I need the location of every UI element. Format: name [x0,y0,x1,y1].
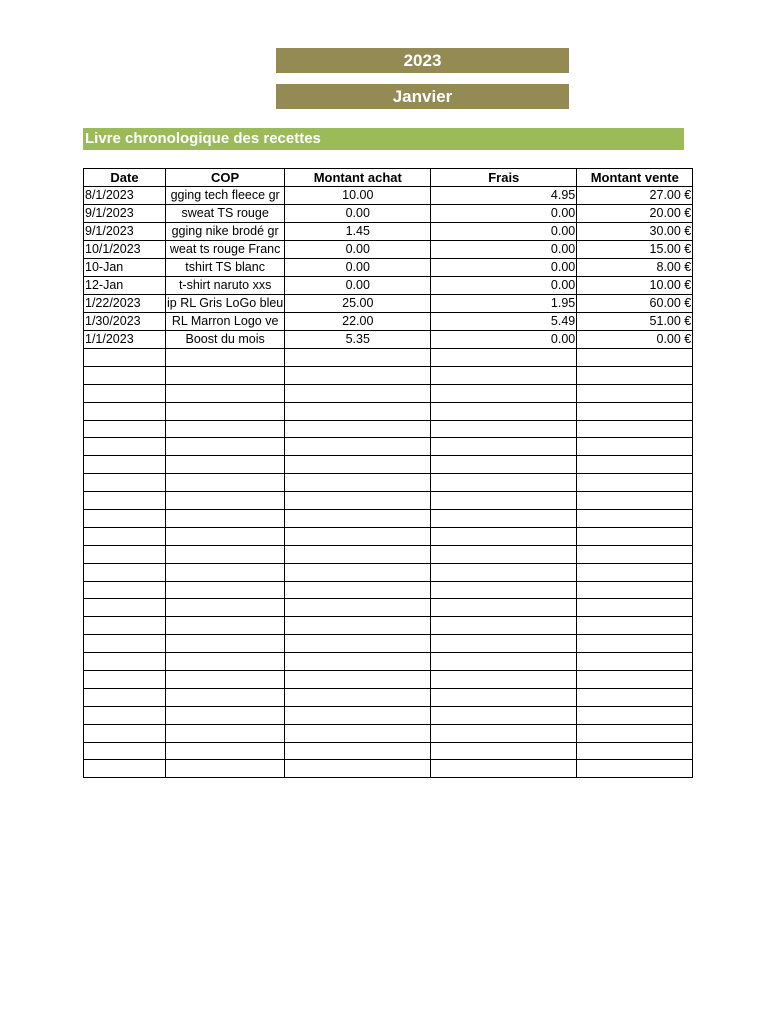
cell-frais[interactable] [431,456,577,474]
cell-montant-vente[interactable] [577,456,693,474]
cell-montant-achat[interactable] [285,384,431,402]
cell-frais[interactable] [431,438,577,456]
cell-montant-achat[interactable] [285,760,431,778]
table-row [84,349,693,367]
table-row [84,742,693,760]
table-row [84,527,693,545]
cell-frais[interactable]: 5.49 [431,313,577,331]
table-row [84,223,693,241]
cell-frais[interactable] [431,724,577,742]
cell-montant-achat[interactable] [285,581,431,599]
cell-montant-achat[interactable] [285,474,431,492]
table-row [84,241,693,259]
table-row [84,510,693,528]
cell-cop[interactable] [166,438,285,456]
cell-montant-achat[interactable] [285,688,431,706]
cell-frais[interactable] [431,349,577,367]
cell-date[interactable] [84,688,166,706]
cell-montant-vente[interactable] [577,420,693,438]
table-row [84,653,693,671]
cell-montant-achat[interactable] [285,527,431,545]
table-row [84,295,693,313]
receipts-table [83,168,693,778]
cell-date[interactable] [84,563,166,581]
cell-montant-vente[interactable]: 15.00 € [577,241,693,259]
cell-cop[interactable] [166,581,285,599]
cell-date[interactable] [84,456,166,474]
cell-cop[interactable]: sweat TS rouge [166,205,285,223]
cell-cop[interactable] [166,742,285,760]
cell-frais[interactable]: 0.00 [431,205,577,223]
table-row [84,474,693,492]
cell-montant-vente[interactable] [577,724,693,742]
cell-montant-vente[interactable]: 20.00 € [577,205,693,223]
cell-frais[interactable] [431,420,577,438]
cell-date[interactable] [84,366,166,384]
cell-montant-vente[interactable]: 8.00 € [577,259,693,277]
cell-montant-vente[interactable] [577,366,693,384]
column-header-cop: COP [166,169,285,187]
cell-date[interactable] [84,706,166,724]
table-row [84,671,693,689]
cell-date[interactable] [84,349,166,367]
cell-date[interactable] [84,545,166,563]
cell-cop[interactable] [166,617,285,635]
cell-date[interactable]: 9/1/2023 [84,223,166,241]
cell-montant-achat[interactable]: 5.35 [285,331,431,349]
cell-cop[interactable]: t-shirt naruto xxs [166,277,285,295]
cell-cop[interactable] [166,563,285,581]
cell-montant-vente[interactable] [577,563,693,581]
cell-frais[interactable] [431,742,577,760]
cell-montant-achat[interactable] [285,617,431,635]
table-row [84,688,693,706]
table-row [84,599,693,617]
table-row [84,617,693,635]
table-row [84,331,693,349]
table-row [84,205,693,223]
cell-cop[interactable] [166,366,285,384]
cell-montant-vente[interactable] [577,671,693,689]
cell-montant-vente[interactable] [577,599,693,617]
cell-montant-vente[interactable] [577,742,693,760]
cell-montant-achat[interactable]: 22.00 [285,313,431,331]
column-header-frais: Frais [431,169,577,187]
table-row [84,313,693,331]
table-row [84,563,693,581]
cell-cop[interactable] [166,384,285,402]
cell-date[interactable] [84,724,166,742]
cell-frais[interactable] [431,510,577,528]
cell-date[interactable] [84,474,166,492]
table-row [84,706,693,724]
year-banner: 2023 [276,48,569,73]
cell-montant-vente[interactable] [577,384,693,402]
cell-montant-achat[interactable] [285,402,431,420]
cell-frais[interactable] [431,599,577,617]
cell-cop[interactable] [166,402,285,420]
cell-date[interactable] [84,617,166,635]
cell-frais[interactable] [431,688,577,706]
cell-date[interactable]: 1/22/2023 [84,295,166,313]
cell-montant-achat[interactable] [285,635,431,653]
cell-cop[interactable] [166,724,285,742]
cell-cop[interactable]: RL Marron Logo ve [166,313,285,331]
cell-frais[interactable] [431,760,577,778]
cell-frais[interactable] [431,492,577,510]
cell-date[interactable] [84,420,166,438]
table-row [84,384,693,402]
cell-cop[interactable]: gging tech fleece gr [166,187,285,205]
cell-date[interactable] [84,760,166,778]
cell-cop[interactable] [166,456,285,474]
cell-frais[interactable]: 0.00 [431,241,577,259]
cell-montant-achat[interactable] [285,456,431,474]
cell-frais[interactable] [431,617,577,635]
cell-montant-achat[interactable] [285,599,431,617]
cell-cop[interactable]: Boost du mois [166,331,285,349]
cell-cop[interactable] [166,527,285,545]
cell-cop[interactable]: ip RL Gris LoGo bleu [166,295,285,313]
table-row [84,581,693,599]
column-header-date: Date [84,169,166,187]
cell-cop[interactable] [166,653,285,671]
cell-montant-vente[interactable]: 30.00 € [577,223,693,241]
cell-cop[interactable] [166,420,285,438]
cell-montant-achat[interactable] [285,420,431,438]
cell-montant-achat[interactable] [285,706,431,724]
cell-montant-vente[interactable] [577,474,693,492]
table-row [84,259,693,277]
cell-frais[interactable]: 0.00 [431,223,577,241]
cell-montant-achat[interactable] [285,742,431,760]
cell-montant-achat[interactable] [285,438,431,456]
section-title: Livre chronologique des recettes [83,128,684,150]
cell-frais[interactable] [431,366,577,384]
cell-montant-vente[interactable]: 60.00 € [577,295,693,313]
cell-frais[interactable] [431,635,577,653]
table-row [84,456,693,474]
cell-frais[interactable]: 1.95 [431,295,577,313]
cell-montant-vente[interactable] [577,688,693,706]
cell-cop[interactable] [166,492,285,510]
cell-date[interactable]: 1/30/2023 [84,313,166,331]
cell-montant-achat[interactable] [285,724,431,742]
cell-cop[interactable] [166,635,285,653]
cell-frais[interactable]: 0.00 [431,277,577,295]
cell-montant-achat[interactable] [285,545,431,563]
cell-cop[interactable] [166,760,285,778]
table-row [84,760,693,778]
cell-date[interactable]: 10/1/2023 [84,241,166,259]
cell-frais[interactable]: 0.00 [431,259,577,277]
column-header-montant-achat: Montant achat [285,169,431,187]
table-row [84,545,693,563]
cell-frais[interactable]: 0.00 [431,331,577,349]
cell-montant-achat[interactable] [285,653,431,671]
cell-date[interactable] [84,581,166,599]
cell-montant-vente[interactable]: 27.00 € [577,187,693,205]
cell-montant-achat[interactable]: 0.00 [285,277,431,295]
cell-cop[interactable] [166,510,285,528]
table-row [84,366,693,384]
cell-montant-vente[interactable] [577,617,693,635]
cell-montant-vente[interactable] [577,706,693,724]
cell-montant-vente[interactable]: 51.00 € [577,313,693,331]
cell-montant-vente[interactable] [577,760,693,778]
cell-montant-achat[interactable] [285,510,431,528]
cell-date[interactable] [84,402,166,420]
cell-date[interactable] [84,384,166,402]
cell-montant-vente[interactable] [577,527,693,545]
cell-date[interactable]: 9/1/2023 [84,205,166,223]
table-row [84,402,693,420]
cell-frais[interactable] [431,653,577,671]
cell-date[interactable] [84,742,166,760]
cell-cop[interactable] [166,349,285,367]
cell-frais[interactable] [431,581,577,599]
table-row [84,635,693,653]
cell-cop[interactable] [166,671,285,689]
cell-montant-vente[interactable] [577,581,693,599]
cell-date[interactable] [84,599,166,617]
cell-date[interactable]: 1/1/2023 [84,331,166,349]
cell-montant-vente[interactable]: 0.00 € [577,331,693,349]
cell-date[interactable]: 10-Jan [84,259,166,277]
cell-montant-vente[interactable] [577,402,693,420]
cell-frais[interactable] [431,563,577,581]
cell-montant-achat[interactable] [285,366,431,384]
cell-cop[interactable] [166,688,285,706]
table-header-row [84,169,693,187]
cell-frais[interactable] [431,402,577,420]
cell-frais[interactable] [431,706,577,724]
table-body [84,187,693,778]
cell-montant-vente[interactable] [577,492,693,510]
cell-frais[interactable] [431,671,577,689]
cell-frais[interactable] [431,545,577,563]
cell-frais[interactable] [431,384,577,402]
cell-date[interactable]: 12-Jan [84,277,166,295]
cell-frais[interactable] [431,527,577,545]
cell-montant-achat[interactable]: 25.00 [285,295,431,313]
cell-date[interactable] [84,635,166,653]
cell-cop[interactable]: weat ts rouge Franc [166,241,285,259]
table-row [84,277,693,295]
cell-cop[interactable] [166,474,285,492]
table-row [84,438,693,456]
cell-date[interactable] [84,510,166,528]
table-row [84,724,693,742]
column-header-montant-vente: Montant vente [577,169,693,187]
cell-montant-vente[interactable] [577,545,693,563]
cell-montant-achat[interactable]: 0.00 [285,205,431,223]
cell-frais[interactable]: 4.95 [431,187,577,205]
cell-date[interactable] [84,492,166,510]
cell-date[interactable] [84,653,166,671]
cell-montant-vente[interactable]: 10.00 € [577,277,693,295]
cell-montant-achat[interactable]: 1.45 [285,223,431,241]
cell-montant-achat[interactable] [285,563,431,581]
cell-montant-vente[interactable] [577,510,693,528]
cell-cop[interactable] [166,706,285,724]
cell-montant-achat[interactable] [285,492,431,510]
table-row [84,187,693,205]
month-banner: Janvier [276,84,569,109]
cell-montant-achat[interactable]: 0.00 [285,241,431,259]
cell-montant-achat[interactable] [285,671,431,689]
cell-date[interactable] [84,671,166,689]
cell-cop[interactable]: gging nike brodé gr [166,223,285,241]
table-row [84,492,693,510]
cell-montant-vente[interactable] [577,349,693,367]
cell-cop[interactable] [166,599,285,617]
cell-date[interactable] [84,527,166,545]
cell-cop[interactable] [166,545,285,563]
table-row [84,420,693,438]
cell-montant-vente[interactable] [577,635,693,653]
cell-montant-achat[interactable]: 10.00 [285,187,431,205]
cell-date[interactable] [84,438,166,456]
cell-frais[interactable] [431,474,577,492]
cell-montant-vente[interactable] [577,438,693,456]
cell-montant-vente[interactable] [577,653,693,671]
cell-montant-achat[interactable] [285,349,431,367]
cell-cop[interactable]: tshirt TS blanc [166,259,285,277]
cell-montant-achat[interactable]: 0.00 [285,259,431,277]
cell-date[interactable]: 8/1/2023 [84,187,166,205]
